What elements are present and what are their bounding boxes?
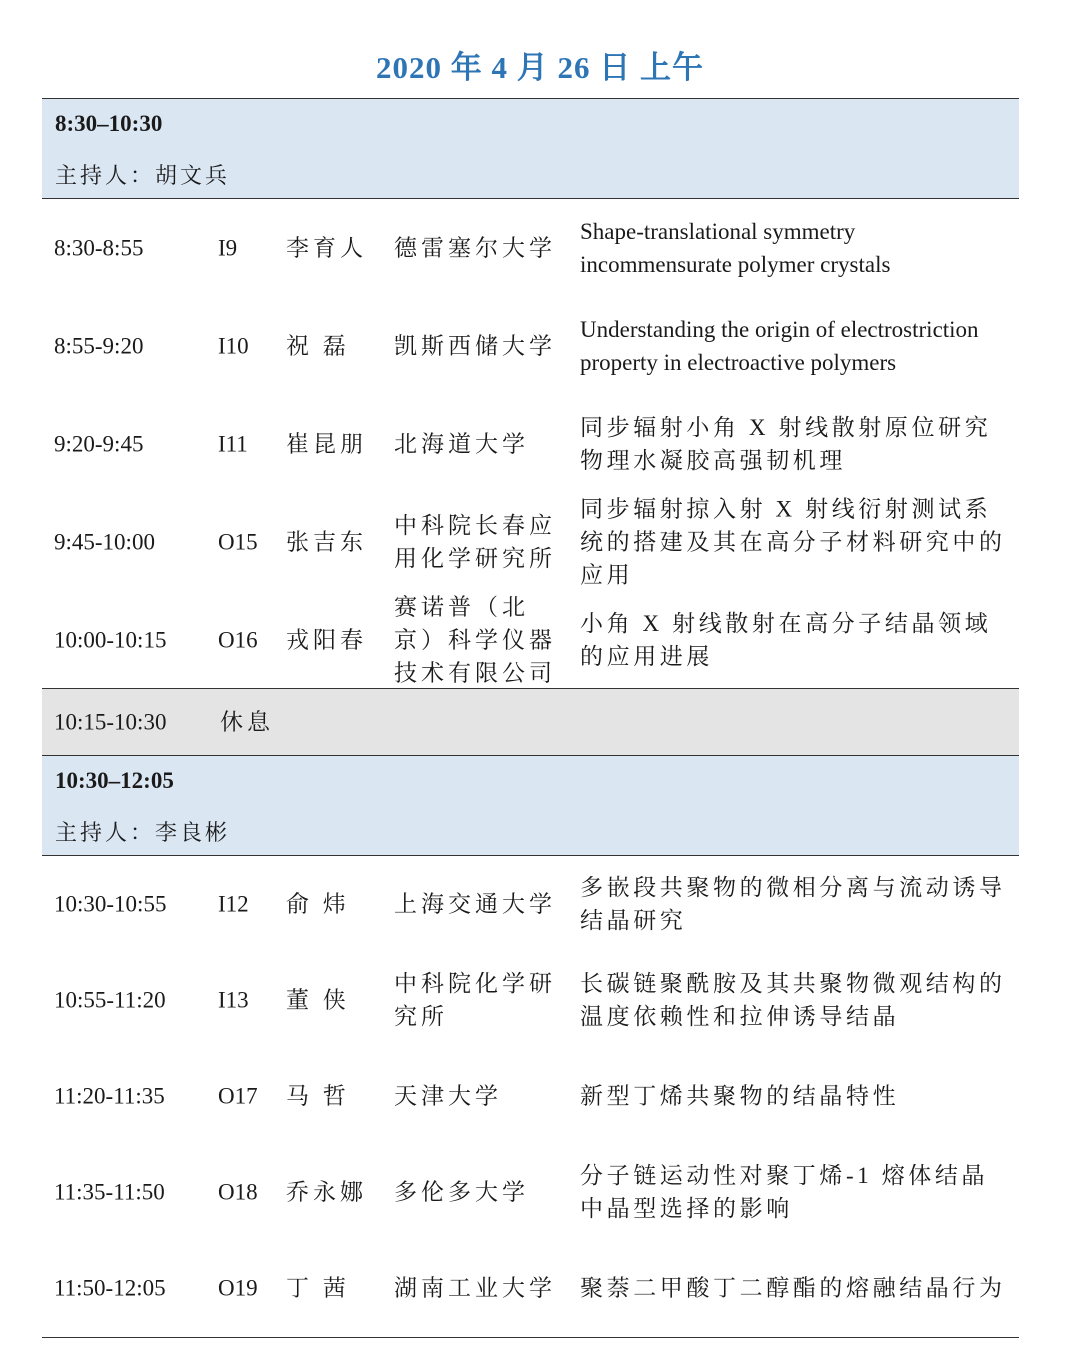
talk-code: O17 [218,1083,258,1109]
table-row [42,1144,1019,1240]
talk-speaker: 戎阳春 [286,627,367,653]
table-row [42,199,1019,297]
break-time: 10:15-10:30 [54,709,167,735]
talk-time: 9:45-10:00 [54,529,155,555]
talk-code: I9 [218,235,238,261]
session-time: 10:30–12:05 [55,768,174,793]
talk-code: I11 [218,431,248,457]
talk-title: 分子链运动性对聚丁烯-1 熔体结晶中晶型选择的影响 [580,1163,989,1221]
talk-speaker: 俞 炜 [286,891,350,917]
talk-time: 11:50-12:05 [54,1275,166,1301]
table-row [42,1240,1019,1336]
talk-code: O18 [218,1179,258,1205]
talk-institution: 北海道大学 [394,431,529,457]
talk-institution: 天津大学 [394,1083,502,1109]
talk-time: 11:20-11:35 [54,1083,165,1109]
talk-institution: 德雷塞尔大学 [394,235,556,261]
talk-title: 小角 X 射线散射在高分子结晶领域的应用进展 [580,611,992,669]
talk-speaker: 丁 茜 [286,1275,350,1301]
session-host: 主持人：李良彬 [55,820,231,845]
talk-institution: 凯斯西储大学 [394,333,556,359]
talk-title: 新型丁烯共聚物的结晶特性 [580,1083,900,1109]
talk-institution: 中科院长春应用化学研究所 [394,513,556,571]
table-row [42,856,1019,952]
talk-code: O19 [218,1275,258,1301]
session-time: 8:30–10:30 [55,111,163,136]
talk-institution: 上海交通大学 [394,891,556,917]
talk-time: 8:55-9:20 [54,333,144,359]
talk-title: 同步辐射掠入射 X 射线衍射测试系统的搭建及其在高分子材料研究中的应用 [580,496,1006,588]
talk-time: 10:00-10:15 [54,627,167,653]
talk-time: 10:30-10:55 [54,891,167,917]
talk-institution: 中科院化学研究所 [394,971,556,1029]
talk-code: O16 [218,627,258,653]
table-bottom-rule [42,1337,1019,1338]
talk-title: 长碳链聚酰胺及其共聚物微观结构的温度依赖性和拉伸诱导结晶 [580,971,1006,1029]
talk-title: Understanding the origin of electrostriction property in electroactive polymers [580,317,979,375]
talk-code: O15 [218,529,258,555]
talk-title: 聚萘二甲酸丁二醇酯的熔融结晶行为 [580,1275,1006,1301]
table-row [42,1048,1019,1144]
break-row [42,689,1019,755]
talk-speaker: 董 侠 [286,987,350,1013]
page-title: 2020 年 4 月 26 日 上午 [376,50,704,85]
talk-title: Shape-translational symmetry incommensurate polymer crystals [580,219,891,277]
session-header [42,756,1019,855]
talk-speaker: 乔永娜 [286,1179,367,1205]
talk-institution: 多伦多大学 [394,1179,529,1205]
talk-time: 8:30-8:55 [54,235,144,261]
talk-speaker: 张吉东 [286,529,367,555]
table-row [42,591,1019,689]
talk-code: I12 [218,891,249,917]
talk-title: 多嵌段共聚物的微相分离与流动诱导结晶研究 [580,875,1006,933]
talk-institution: 湖南工业大学 [394,1275,556,1301]
table-row [42,493,1019,591]
talk-time: 9:20-9:45 [54,431,144,457]
table-row [42,297,1019,395]
table-row [42,952,1019,1048]
talk-time: 11:35-11:50 [54,1179,165,1205]
talk-institution: 赛诺普（北京）科学仪器技术有限公司 [394,594,556,686]
talk-speaker: 崔昆朋 [286,431,367,457]
session-host: 主持人：胡文兵 [55,163,231,188]
talk-time: 10:55-11:20 [54,987,166,1013]
talk-speaker: 马 哲 [286,1083,350,1109]
talk-speaker: 祝 磊 [286,333,350,359]
session-header [42,99,1019,198]
talk-title: 同步辐射小角 X 射线散射原位研究物理水凝胶高强韧机理 [580,415,992,473]
talk-speaker: 李育人 [286,235,367,261]
talk-code: I13 [218,987,249,1013]
talk-code: I10 [218,333,249,359]
table-row [42,395,1019,493]
break-label: 休息 [220,709,274,735]
